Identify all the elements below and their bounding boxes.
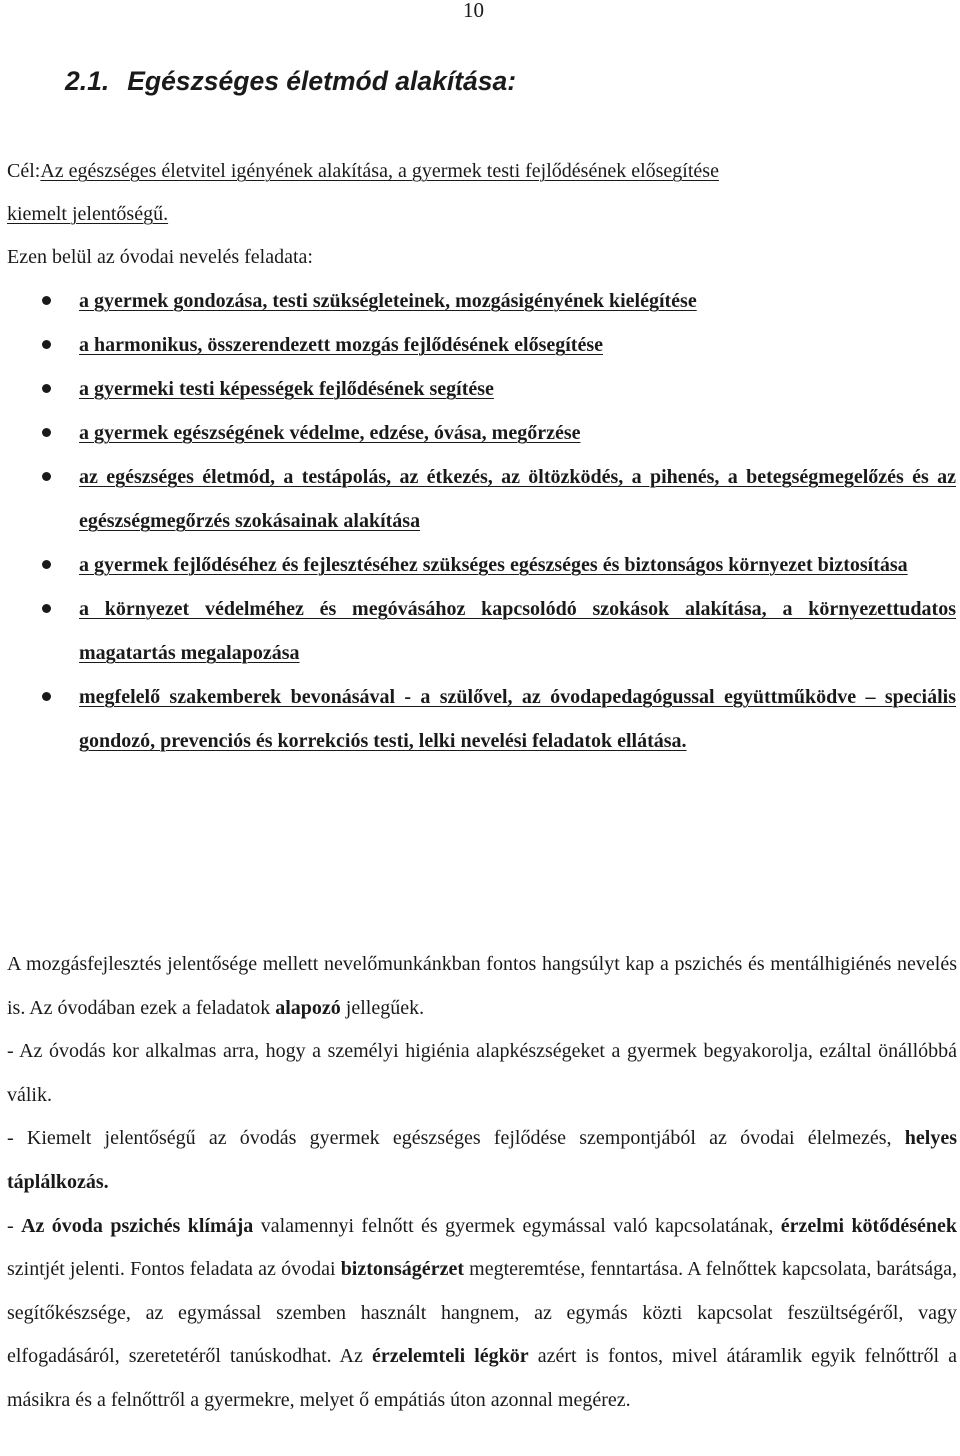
task-text: a gyermek egészségének védelme, edzése, óvása, megőrzése: [79, 422, 581, 444]
list-item: [79, 367, 956, 411]
paragraph-nutrition: [7, 1117, 957, 1204]
bullet-icon: [42, 384, 51, 393]
emphasis-text: helyes táplálkozás.: [7, 1127, 957, 1193]
emphasis-text: érzelemteli légkör: [371, 1345, 529, 1368]
bullet-icon: [42, 560, 51, 569]
emphasis-text: alapozó: [275, 996, 341, 1019]
bullet-icon: [42, 692, 51, 701]
list-item: [79, 323, 956, 367]
task-text: az egészséges életmód, a testápolás, az étkezés, az öltözködés, a pihenés, a betegségmegelőzés és az egészségmegőrzés szokásainak alakítása: [79, 466, 956, 532]
paragraph-personal-hygiene: - Az óvodás kor alkalmas arra, hogy a személyi higiénia alapkészségeket a gyermek begyakorolja, ezáltal önállóbbá válik.: [7, 1040, 957, 1106]
section-title: Egészséges életmód alakítása:: [127, 66, 517, 96]
page-number: 10: [463, 0, 484, 22]
paragraph-text: - Kiemelt jelentőségű az óvodás gyermek egészséges fejlődése szempontjából az óvodai élelmezés,: [7, 1127, 905, 1150]
body-paragraphs: [7, 943, 957, 1423]
section-number: 2.1.: [65, 66, 110, 96]
paragraph-mental-hygiene: [7, 943, 957, 1030]
list-item: [79, 675, 956, 763]
paragraph-text: azért is fontos, mivel átáramlik egyik felnőttről a másikra és a felnőttről a gyermekre, melyet ő empátiás úton azonnal megérez.: [7, 1345, 958, 1411]
task-text: a gyermek gondozása, testi szükségleteinek, mozgásigényének kielégítése: [79, 290, 697, 312]
task-list: [79, 279, 956, 763]
paragraph-text: szintjét jelenti. Fontos feladata az óvodai: [7, 1258, 341, 1281]
paragraph-text: megteremtése, fenntartása. A felnőttek kapcsolata, barátsága, segítőkészsége, az egymással szemben használt hangnem, az egymás közti kapcsolat feszültségéről, vagy elfogadásáról, szeretetéről tanúskodhat. Az: [7, 1258, 957, 1368]
paragraph-text: jellegűek.: [340, 996, 425, 1019]
bullet-icon: [42, 604, 51, 613]
goal-text-line1: Az egészséges életvitel igényének alakítása, a gyermek testi fejlődésének elősegítése: [40, 160, 719, 182]
task-text: megfelelő szakemberek bevonásával - a szülővel, az óvodapedagógussal együttműködve – speciális gondozó, prevenciós és korrekciós testi, lelki nevelési feladatok ellátása.: [79, 686, 956, 752]
bullet-icon: [42, 472, 51, 481]
list-item: [79, 279, 956, 323]
task-text: a gyermeki testi képességek fejlődésének segítése: [79, 378, 494, 400]
paragraph-psychic-climate: [7, 1205, 957, 1423]
list-item: [79, 543, 956, 587]
goal-paragraph: [7, 150, 957, 236]
paragraph-text: A mozgásfejlesztés jelentősége mellett nevelőmunkánkban fontos hangsúlyt kap a pszichés és mentálhigiénés nevelés is. Az óvodában ezek a feladatok: [7, 953, 957, 1019]
emphasis-text: Az óvoda pszichés klímája: [21, 1214, 254, 1237]
emphasis-text: érzelmi kötődésének: [780, 1214, 958, 1237]
bullet-icon: [42, 340, 51, 349]
section-heading: [65, 66, 516, 97]
task-text: a gyermek fejlődéséhez és fejlesztéséhez szükséges egészséges és biztonságos környezet biztosítása: [79, 554, 908, 576]
paragraph-text: valamennyi felnőtt és gyermek egymással való kapcsolatának,: [253, 1214, 781, 1237]
goal-text-line2: kiemelt jelentőségű.: [7, 203, 169, 225]
goal-label: Cél:: [7, 160, 41, 182]
paragraph-text: -: [7, 1214, 22, 1237]
list-item: [79, 411, 956, 455]
list-item: [79, 455, 956, 543]
bullet-icon: [42, 428, 51, 437]
emphasis-text: biztonságérzet: [340, 1258, 464, 1281]
list-item: [79, 587, 956, 675]
bullet-icon: [42, 296, 51, 305]
task-text: a harmonikus, összerendezett mozgás fejlődésének elősegítése: [79, 334, 603, 356]
task-text: a környezet védelméhez és megóvásához kapcsolódó szokások alakítása, a környezettudatos magatartás megalapozása: [79, 598, 956, 664]
tasks-intro: Ezen belül az óvodai nevelés feladata:: [7, 246, 313, 268]
